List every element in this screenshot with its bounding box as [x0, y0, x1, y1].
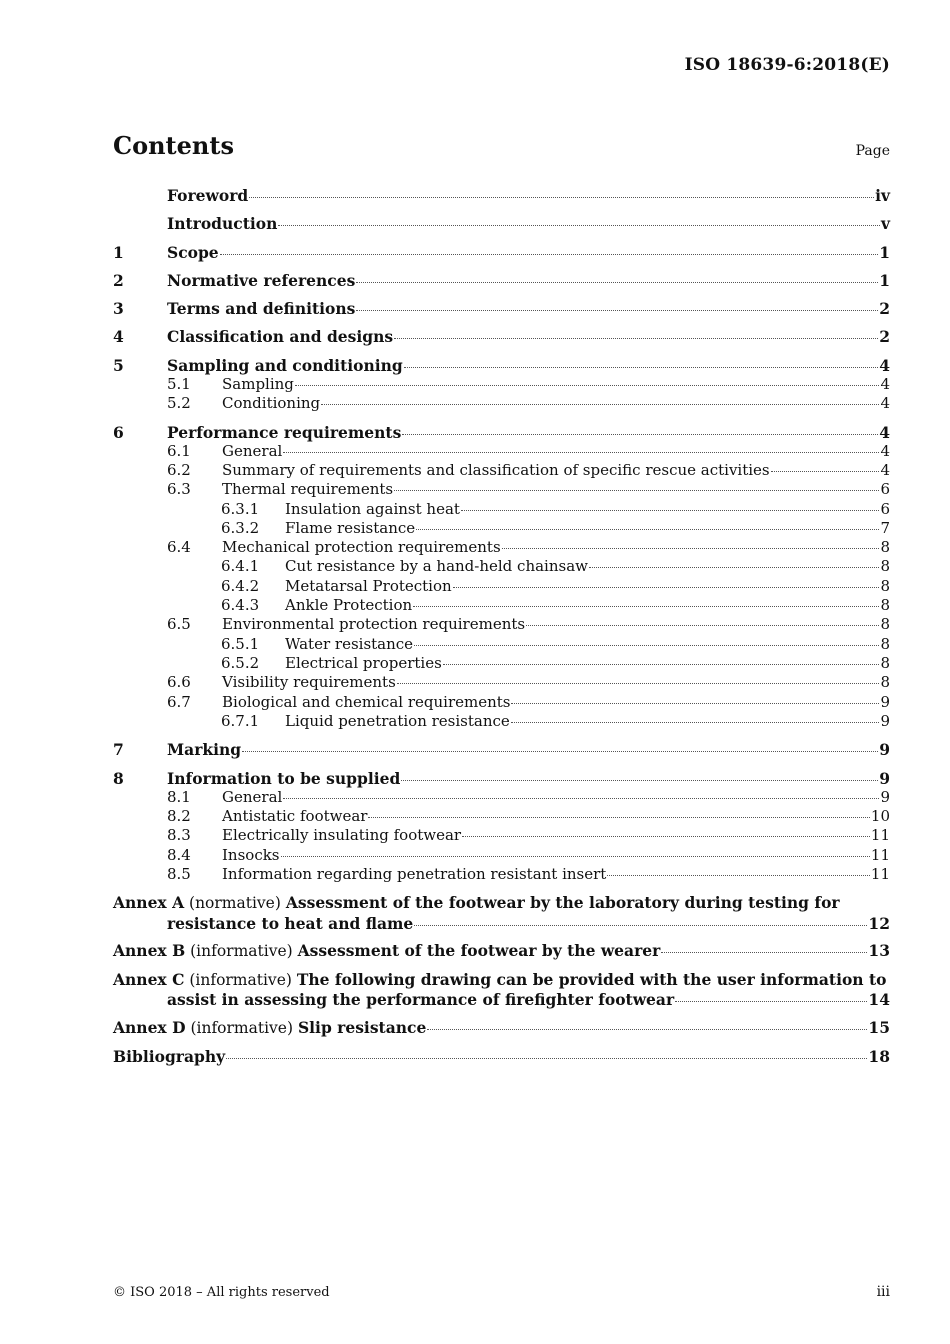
toc-entry-title: General — [222, 441, 283, 460]
toc-entry[interactable] — [113, 461, 890, 480]
toc-dot-leader — [443, 664, 880, 665]
toc-dot-leader — [607, 875, 870, 876]
toc-entry[interactable] — [113, 186, 890, 205]
toc-dot-leader — [462, 836, 870, 837]
annex-heading-line — [113, 893, 890, 914]
toc-dot-leader — [675, 1001, 867, 1002]
toc-dot-leader — [295, 385, 880, 386]
toc-entry-number: 6.3.2 — [221, 518, 260, 537]
toc-entry-page: 9 — [879, 740, 890, 760]
toc-entry-title: Foreword — [167, 186, 249, 205]
toc-entry-page: 8 — [880, 615, 890, 634]
toc-dot-leader — [394, 338, 878, 339]
toc-entry-page: 9 — [879, 768, 890, 788]
toc-entry-page: 9 — [880, 692, 890, 711]
toc-entry-page: v — [880, 214, 890, 234]
toc-entry-page: 9 — [880, 787, 890, 806]
toc-entry[interactable] — [113, 635, 890, 654]
toc-dot-leader — [249, 197, 874, 198]
annex-kind: (informative) — [189, 970, 292, 989]
toc-entry-page: 14 — [868, 990, 890, 1010]
toc-entry-page: 4 — [880, 394, 890, 413]
toc-entry-number: 4 — [113, 327, 124, 347]
toc-entry-page: 18 — [868, 1047, 890, 1067]
toc-dot-leader — [661, 952, 867, 953]
annex-heading-line — [113, 941, 890, 962]
toc-dot-leader — [414, 645, 879, 646]
toc-dot-leader — [461, 510, 880, 511]
toc-entry[interactable] — [113, 769, 890, 788]
toc-entry-page: 10 — [870, 807, 890, 826]
toc-entry-title: Water resistance — [285, 634, 414, 653]
toc-dot-leader — [511, 722, 880, 723]
toc-entry-title: Marking — [167, 740, 242, 760]
annex-heading-text — [113, 1018, 426, 1039]
page-title: Contents — [113, 131, 234, 160]
toc-dot-leader — [416, 529, 879, 530]
toc-entry-number: 6.2 — [167, 460, 191, 479]
annex-heading-line — [113, 1018, 890, 1039]
annex-label: Annex A — [113, 893, 185, 913]
toc-entry-number: 8.2 — [167, 807, 191, 826]
annex-label: Annex B — [113, 941, 186, 961]
toc-entry-number: 6.7 — [167, 692, 191, 711]
toc-entry[interactable] — [113, 740, 890, 759]
toc-entry-number: 8.5 — [167, 864, 191, 883]
toc-entry-page: 4 — [879, 422, 890, 442]
toc-entry[interactable] — [113, 712, 890, 731]
annex-label: Annex D — [113, 1017, 186, 1037]
toc-entry-number: 1 — [113, 242, 124, 262]
toc-dot-leader — [278, 225, 880, 226]
toc-dot-leader — [414, 925, 867, 926]
toc-entry-title: Conditioning — [222, 394, 321, 413]
copyright-notice: © ISO 2018 – All rights reserved — [113, 1285, 330, 1300]
toc-entry-number: 5 — [113, 355, 124, 375]
annex-title-line2-row — [167, 914, 890, 934]
toc-dot-leader — [427, 1029, 867, 1030]
annex-title: Assessment of the footwear by the wearer — [297, 941, 661, 961]
toc-entry-number: 6.3.1 — [221, 499, 260, 518]
annex-kind: (informative) — [190, 1018, 294, 1037]
toc-entry-page: 8 — [880, 634, 890, 653]
toc-dot-leader — [771, 471, 880, 472]
toc-entry-number: 5.2 — [167, 394, 191, 413]
toc-entry-title: Liquid penetration resistance — [285, 711, 510, 730]
toc-entry-title: Environmental protection requirements — [222, 615, 526, 634]
toc-entry[interactable] — [113, 557, 890, 576]
toc-dot-leader — [394, 490, 879, 491]
toc-entry-title: Visibility requirements — [222, 673, 396, 692]
toc-entry-number: 6.1 — [167, 441, 191, 460]
toc-entry[interactable] — [113, 577, 890, 596]
toc-entry-page: 11 — [870, 864, 890, 883]
toc-entry-page: 8 — [880, 557, 890, 576]
toc-dot-leader — [368, 817, 869, 818]
annex-label: Annex C — [113, 969, 185, 989]
toc-entry-page: 13 — [868, 941, 890, 961]
toc-entry-title: Electrically insulating footwear — [222, 826, 462, 845]
toc-entry-number: 6.4.2 — [221, 576, 260, 595]
toc-entry-number: 6.5.2 — [221, 653, 260, 672]
toc-entry-page: 6 — [880, 499, 890, 518]
toc-annex-entry[interactable] — [113, 893, 890, 933]
toc-entry-title: Information regarding penetration resistant insert — [222, 864, 607, 883]
toc-entry-title: Performance requirements — [167, 422, 402, 442]
annex-title-line1: The following drawing can be provided with the user information to — [296, 969, 887, 989]
toc-entry-number: 2 — [113, 270, 124, 290]
annex-heading-line — [113, 970, 890, 991]
toc-entry-page: 9 — [880, 711, 890, 730]
toc-entry[interactable] — [113, 693, 890, 712]
toc-dot-leader — [402, 434, 878, 435]
toc-entry-page: 2 — [879, 327, 890, 347]
toc-entry-page: 6 — [880, 480, 890, 499]
toc-entry-number: 6.3 — [167, 480, 191, 499]
toc-entry[interactable] — [113, 500, 890, 519]
toc-annex-entry[interactable] — [113, 970, 890, 1010]
toc-entry-title: Summary of requirements and classification of specific rescue activities — [222, 460, 770, 479]
toc-entry[interactable] — [113, 788, 890, 807]
toc-entry-title: Insocks — [222, 845, 280, 864]
toc-entry-number: 7 — [113, 740, 124, 760]
toc-dot-leader — [404, 367, 878, 368]
toc-entry-title: Normative references — [167, 270, 356, 290]
toc-entry-title: Insulation against heat — [285, 499, 460, 518]
toc-annex-entry[interactable] — [113, 941, 890, 962]
toc-entry[interactable] — [113, 865, 890, 884]
toc-dot-leader — [453, 587, 880, 588]
toc-entry-title: Cut resistance by a hand-held chainsaw — [285, 557, 588, 576]
toc-entry-page: 1 — [879, 242, 890, 262]
toc-entry-title: Antistatic footwear — [222, 807, 368, 826]
toc-entry[interactable] — [113, 846, 890, 865]
annex-kind: (normative) — [189, 894, 281, 913]
annex-heading-text — [113, 941, 660, 962]
toc-entry-title: Biological and chemical requirements — [222, 692, 511, 711]
toc-entry-page: 8 — [880, 596, 890, 615]
toc-entry-title: Metatarsal Protection — [285, 576, 452, 595]
toc-dot-leader — [413, 606, 879, 607]
toc-entry[interactable] — [113, 596, 890, 615]
toc-entry[interactable] — [113, 480, 890, 499]
toc-entry[interactable] — [113, 375, 890, 394]
toc-dot-leader — [356, 310, 878, 311]
toc-entry-title: Classification and designs — [167, 327, 394, 347]
toc-entry-number: 6.5.1 — [221, 634, 260, 653]
annex-title-line1: Assessment of the footwear by the laboratory during testing for — [285, 893, 840, 913]
toc-entry-page: 4 — [880, 460, 890, 479]
toc-dot-leader — [281, 856, 870, 857]
toc-entry-page: 4 — [879, 355, 890, 375]
toc-dot-leader — [283, 798, 879, 799]
toc-dot-leader — [242, 751, 878, 752]
toc-bibliography[interactable] — [113, 1047, 890, 1066]
toc-dot-leader — [226, 1058, 867, 1059]
toc-entry-page: 1 — [879, 270, 890, 290]
annex-title-line2: assist in assessing the performance of firefighter footwear — [167, 990, 675, 1010]
toc-entry-title: Terms and definitions — [167, 299, 356, 319]
annex-kind: (informative) — [190, 942, 293, 961]
toc-entry-number: 3 — [113, 299, 124, 319]
toc-annex-entry[interactable] — [113, 1018, 890, 1039]
toc-dot-leader — [321, 404, 879, 405]
toc-entry-page: iv — [875, 186, 890, 205]
toc-entry-page: 7 — [880, 518, 890, 537]
toc-entry-number: 5.1 — [167, 374, 191, 393]
toc-dot-leader — [397, 683, 880, 684]
toc-entry-page: 4 — [880, 374, 890, 393]
toc-dot-leader — [220, 254, 879, 255]
toc-dot-leader — [356, 282, 878, 283]
toc-entry-title: Flame resistance — [285, 518, 416, 537]
toc-entry[interactable] — [113, 271, 890, 290]
toc-entry-page: 4 — [880, 441, 890, 460]
toc-entry-title: Introduction — [167, 214, 278, 234]
toc-entry-number: 8.3 — [167, 826, 191, 845]
toc-entry[interactable] — [113, 654, 890, 673]
toc-entry-title: Scope — [167, 242, 219, 262]
toc-dot-leader — [589, 567, 879, 568]
toc-entry[interactable] — [113, 519, 890, 538]
toc-entry[interactable] — [113, 807, 890, 826]
toc-entry[interactable] — [113, 538, 890, 557]
toc-entry-title: Mechanical protection requirements — [222, 538, 501, 557]
toc-entry[interactable] — [113, 615, 890, 634]
toc-entry-number: 6.4 — [167, 538, 191, 557]
toc-entry[interactable] — [113, 673, 890, 692]
toc-entry-number: 6.7.1 — [221, 711, 260, 730]
toc-entry[interactable] — [113, 442, 890, 461]
toc-entry-number: 6.6 — [167, 673, 191, 692]
toc-dot-leader — [283, 452, 879, 453]
toc-entry[interactable] — [113, 327, 890, 346]
toc-entry-title: Information to be supplied — [167, 768, 401, 788]
toc-entry[interactable] — [113, 214, 890, 233]
toc-entry-number: 6 — [113, 422, 124, 442]
toc-entry-number: 6.4.3 — [221, 596, 260, 615]
toc-entry-page: 12 — [868, 913, 890, 933]
toc-entry-number: 6.4.1 — [221, 557, 260, 576]
toc-entry-page: 8 — [880, 576, 890, 595]
toc-entry-number: 8.4 — [167, 845, 191, 864]
toc-entry[interactable] — [113, 394, 890, 413]
toc-entry-title: Thermal requirements — [222, 480, 394, 499]
toc-entry[interactable] — [113, 826, 890, 845]
toc-entry-page: 8 — [880, 653, 890, 672]
toc-entry-number: 8 — [113, 768, 124, 788]
toc-dot-leader — [526, 625, 879, 626]
toc-entry-page: 11 — [870, 826, 890, 845]
toc-entry[interactable] — [113, 243, 890, 262]
toc-entry[interactable] — [113, 356, 890, 375]
toc-entry-page: 2 — [879, 299, 890, 319]
toc-entry-title: Sampling — [222, 374, 294, 393]
toc-entry[interactable] — [113, 299, 890, 318]
toc-entry-page: 15 — [868, 1017, 890, 1037]
toc-entry[interactable] — [113, 423, 890, 442]
annex-title-line2-row — [167, 990, 890, 1010]
toc-dot-leader — [401, 780, 878, 781]
toc-entry-title: Bibliography — [113, 1047, 226, 1067]
toc-dot-leader — [511, 703, 879, 704]
table-of-contents — [113, 186, 890, 1066]
toc-entry-page: 8 — [880, 538, 890, 557]
annex-title-line2: resistance to heat and flame — [167, 913, 414, 933]
toc-entry-title: General — [222, 787, 283, 806]
toc-entry-number: 8.1 — [167, 787, 191, 806]
annex-title: Slip resistance — [297, 1017, 427, 1037]
document-id: ISO 18639-6:2018(E) — [684, 55, 890, 75]
toc-entry-number: 6.5 — [167, 615, 191, 634]
page-number: iii — [876, 1284, 890, 1300]
toc-dot-leader — [502, 548, 880, 549]
toc-entry-title: Ankle Protection — [285, 596, 413, 615]
page-column-label: Page — [855, 143, 890, 159]
toc-entry-title: Electrical properties — [285, 653, 442, 672]
toc-entry-page: 8 — [880, 673, 890, 692]
toc-entry-title: Sampling and conditioning — [167, 355, 403, 375]
toc-entry-page: 11 — [870, 845, 890, 864]
